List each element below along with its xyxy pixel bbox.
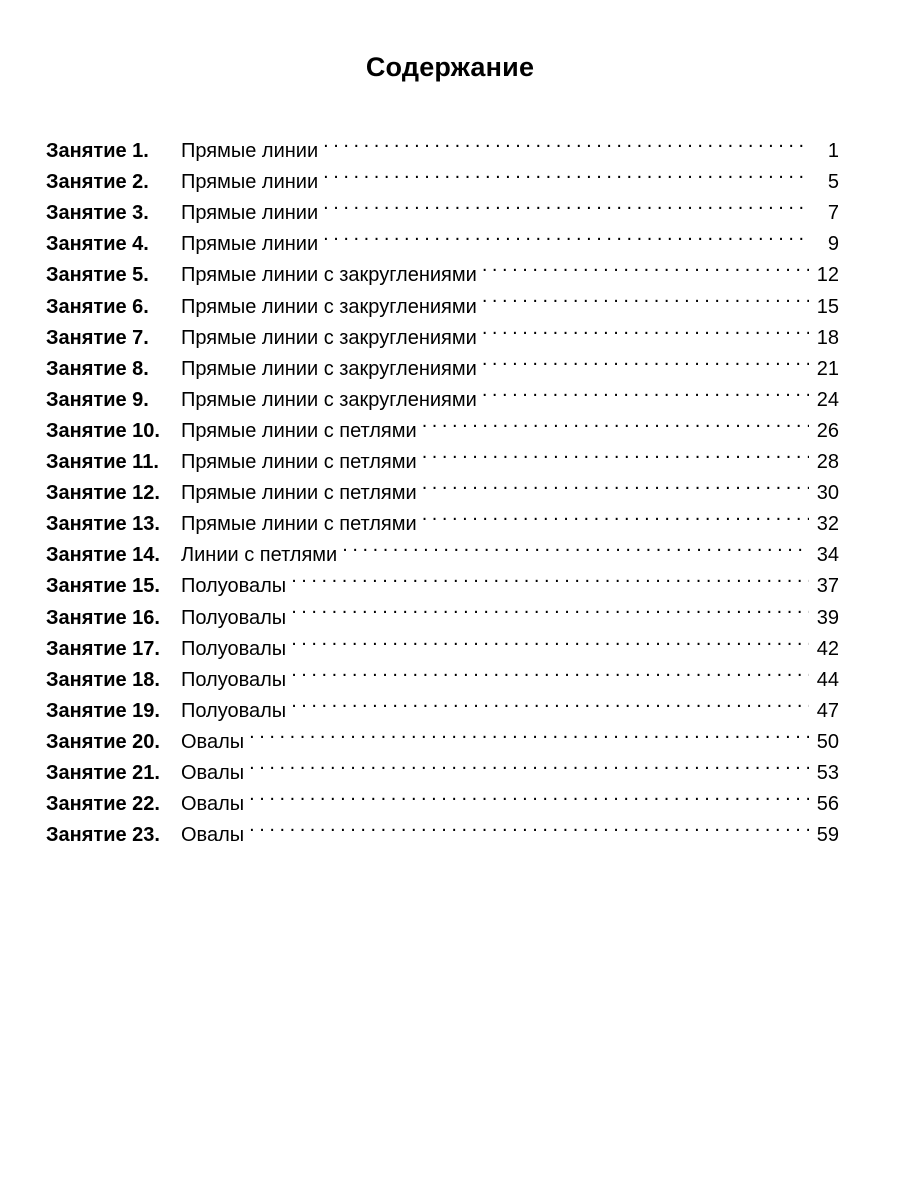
lesson-title: Полуовалы bbox=[181, 606, 287, 629]
dot-leader bbox=[422, 468, 809, 499]
page-number: 7 bbox=[827, 202, 839, 225]
dot-leader bbox=[323, 126, 809, 157]
lesson-number: Занятие 20. bbox=[46, 730, 160, 753]
dot-leader bbox=[422, 437, 809, 468]
page-number: 39 bbox=[816, 606, 839, 629]
dot-leader bbox=[482, 313, 809, 344]
lesson-title: Полуовалы bbox=[181, 637, 287, 660]
lesson-title: Линии с петлями bbox=[181, 544, 338, 567]
lesson-number: Занятие 10. bbox=[46, 419, 160, 442]
page-number: 32 bbox=[816, 513, 839, 536]
lesson-title: Полуовалы bbox=[181, 668, 287, 691]
dot-leader bbox=[249, 748, 809, 779]
lesson-number: Занятие 12. bbox=[46, 482, 160, 505]
lesson-title: Прямые линии с петлями bbox=[181, 482, 417, 505]
page-number: 15 bbox=[816, 295, 839, 318]
lesson-title: Прямые линии с закруглениями bbox=[181, 357, 477, 380]
lesson-number: Занятие 13. bbox=[46, 513, 160, 536]
page-number: 1 bbox=[827, 140, 839, 163]
page-title: Содержание bbox=[365, 52, 535, 82]
dot-leader bbox=[482, 281, 809, 312]
lesson-number: Занятие 3. bbox=[46, 202, 149, 225]
lesson-title: Прямые линии с закруглениями bbox=[181, 264, 477, 287]
page-number: 37 bbox=[816, 575, 839, 598]
dot-leader bbox=[482, 344, 809, 375]
table-of-contents bbox=[46, 126, 839, 847]
lesson-title: Прямые линии с закруглениями bbox=[181, 295, 477, 318]
page-number: 34 bbox=[816, 544, 839, 567]
lesson-title: Овалы bbox=[181, 730, 245, 753]
lesson-number: Занятие 15. bbox=[46, 575, 160, 598]
lesson-title: Полуовалы bbox=[181, 575, 287, 598]
dot-leader bbox=[249, 717, 809, 748]
lesson-title: Овалы bbox=[181, 824, 245, 847]
page-number: 12 bbox=[816, 264, 839, 287]
lesson-title: Прямые линии bbox=[181, 202, 319, 225]
lesson-title: Прямые линии с петлями bbox=[181, 451, 417, 474]
page-number: 9 bbox=[827, 233, 839, 256]
lesson-title: Прямые линии с петлями bbox=[181, 419, 417, 442]
lesson-title: Прямые линии bbox=[181, 171, 319, 194]
dot-leader bbox=[291, 624, 809, 655]
dot-leader bbox=[342, 530, 809, 561]
dot-leader bbox=[482, 250, 809, 281]
lesson-title: Прямые линии с закруглениями bbox=[181, 388, 477, 411]
page-number: 24 bbox=[816, 388, 839, 411]
lesson-number: Занятие 4. bbox=[46, 233, 149, 256]
lesson-number: Занятие 8. bbox=[46, 357, 149, 380]
lesson-number: Занятие 21. bbox=[46, 761, 160, 784]
page-number: 21 bbox=[816, 357, 839, 380]
dot-leader bbox=[323, 188, 809, 219]
dot-leader bbox=[323, 157, 809, 188]
lesson-number: Занятие 9. bbox=[46, 388, 149, 411]
dot-leader bbox=[291, 561, 809, 592]
lesson-number: Занятие 23. bbox=[46, 824, 160, 847]
page-number: 28 bbox=[816, 451, 839, 474]
lesson-title: Прямые линии с петлями bbox=[181, 513, 417, 536]
lesson-title: Овалы bbox=[181, 761, 245, 784]
page-number: 18 bbox=[816, 326, 839, 349]
lesson-number: Занятие 11. bbox=[46, 451, 159, 474]
lesson-number: Занятие 19. bbox=[46, 699, 160, 722]
lesson-number: Занятие 18. bbox=[46, 668, 160, 691]
page-number: 50 bbox=[816, 730, 839, 753]
lesson-title: Полуовалы bbox=[181, 699, 287, 722]
page-number: 26 bbox=[816, 419, 839, 442]
lesson-number: Занятие 1. bbox=[46, 140, 149, 163]
lesson-number: Занятие 2. bbox=[46, 171, 149, 194]
page-number: 56 bbox=[816, 793, 839, 816]
dot-leader bbox=[291, 592, 809, 623]
dot-leader bbox=[249, 779, 809, 810]
dot-leader bbox=[291, 686, 809, 717]
lesson-number: Занятие 22. bbox=[46, 793, 160, 816]
lesson-title: Овалы bbox=[181, 793, 245, 816]
page-number: 30 bbox=[816, 482, 839, 505]
lesson-number: Занятие 7. bbox=[46, 326, 149, 349]
dot-leader bbox=[291, 655, 809, 686]
page-number: 53 bbox=[816, 761, 839, 784]
page-number: 47 bbox=[816, 699, 839, 722]
dot-leader bbox=[422, 499, 809, 530]
lesson-number: Занятие 5. bbox=[46, 264, 149, 287]
dot-leader bbox=[249, 810, 809, 841]
dot-leader bbox=[422, 406, 809, 437]
lesson-number: Занятие 14. bbox=[46, 544, 160, 567]
lesson-number: Занятие 17. bbox=[46, 637, 160, 660]
page-number: 5 bbox=[827, 171, 839, 194]
page-number: 42 bbox=[816, 637, 839, 660]
lesson-title: Прямые линии с закруглениями bbox=[181, 326, 477, 349]
page-number: 44 bbox=[816, 668, 839, 691]
dot-leader bbox=[482, 375, 809, 406]
toc-entry[interactable] bbox=[46, 126, 839, 163]
lesson-number: Занятие 16. bbox=[46, 606, 160, 629]
page-number: 59 bbox=[816, 824, 839, 847]
lesson-number: Занятие 6. bbox=[46, 295, 149, 318]
lesson-title: Прямые линии bbox=[181, 140, 319, 163]
dot-leader bbox=[323, 219, 809, 250]
lesson-title: Прямые линии bbox=[181, 233, 319, 256]
